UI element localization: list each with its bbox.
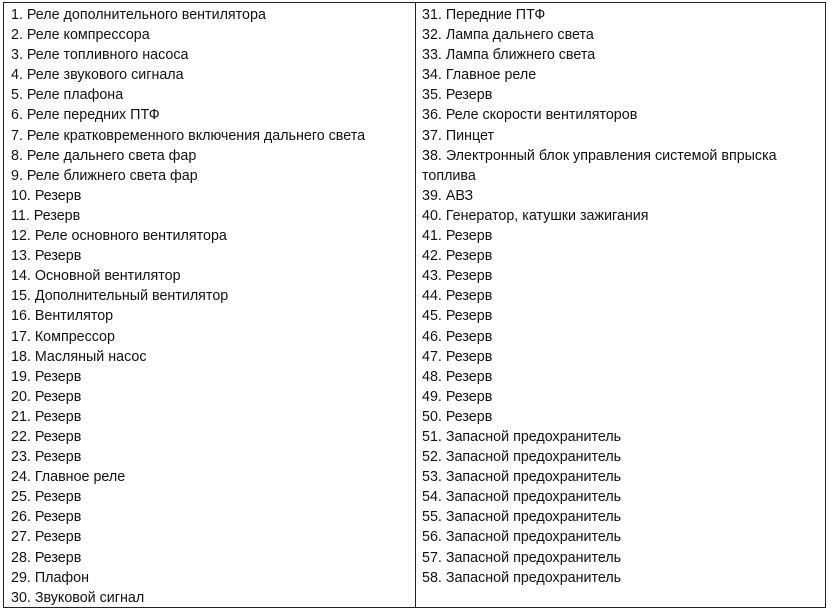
table-row: 31. Передние ПТФ <box>422 7 546 23</box>
table-row: 43. Резерв <box>422 268 493 285</box>
table-row: 52. Запасной предохранитель <box>422 449 622 466</box>
table-row: 44. Резерв <box>422 288 493 305</box>
table-row: 29. Плафон <box>11 569 90 586</box>
table-row: 9. Реле ближнего света фар <box>11 167 198 184</box>
table-row: 49. Резерв <box>422 388 493 405</box>
table-row: 4. Реле звукового сигнала <box>11 67 184 84</box>
table-row: 57. Запасной предохранитель <box>422 549 622 566</box>
table-row: 33. Лампа ближнего света <box>422 47 596 64</box>
table-row: 46. Резерв <box>422 328 493 345</box>
table-row: 30. Звуковой сигнал <box>11 589 145 606</box>
table-row: 1. Реле дополнительного вентилятора <box>11 7 266 23</box>
table-row: 58. Запасной предохранитель <box>422 569 622 586</box>
fuse-relay-legend-table <box>3 2 826 608</box>
table-row: 40. Генератор, катушки зажигания <box>422 207 649 224</box>
table-row: 51. Запасной предохранитель <box>422 428 622 445</box>
table-row: 13. Резерв <box>11 248 82 265</box>
table-row: 27. Резерв <box>11 529 82 546</box>
table-row: 48. Резерв <box>422 368 493 385</box>
table-row: 15. Дополнительный вентилятор <box>11 288 229 305</box>
table-row: 22. Резерв <box>11 428 82 445</box>
table-row: 12. Реле основного вентилятора <box>11 228 227 245</box>
table-row: 24. Главное реле <box>11 469 126 486</box>
table-row: 26. Резерв <box>11 509 82 526</box>
table-row: 54. Запасной предохранитель <box>422 489 622 506</box>
table-row: 36. Реле скорости вентиляторов <box>422 107 638 124</box>
table-row: 11. Резерв <box>11 207 81 224</box>
table-row: 6. Реле передних ПТФ <box>11 107 160 124</box>
table-row: 42. Резерв <box>422 248 493 265</box>
table-row: 5. Реле плафона <box>11 87 124 104</box>
table-row: 25. Резерв <box>11 489 82 506</box>
table-row: 3. Реле топливного насоса <box>11 47 189 64</box>
table-row: 16. Вентилятор <box>11 308 114 325</box>
table-row: 28. Резерв <box>11 549 82 566</box>
table-row: 2. Реле компрессора <box>11 27 150 44</box>
table-row: 35. Резерв <box>422 87 493 104</box>
table-row: 8. Реле дальнего света фар <box>11 147 197 164</box>
table-row: 10. Резерв <box>11 187 82 204</box>
right-column <box>416 3 825 607</box>
table-row: 56. Запасной предохранитель <box>422 529 622 546</box>
table-row: 37. Пинцет <box>422 127 495 144</box>
left-column <box>4 3 416 607</box>
table-row: 38. Электронный блок управления системой впрыска <box>422 147 777 164</box>
table-row: 34. Главное реле <box>422 67 537 84</box>
table-row: 39. АВЗ <box>422 187 474 204</box>
table-row: топлива <box>422 167 476 184</box>
table-row: 41. Резерв <box>422 228 493 245</box>
table-row: 14. Основной вентилятор <box>11 268 181 285</box>
table-row: 18. Масляный насос <box>11 348 147 365</box>
table-row: 50. Резерв <box>422 408 493 425</box>
table-row: 45. Резерв <box>422 308 493 325</box>
table-row: 47. Резерв <box>422 348 493 365</box>
table-row: 20. Резерв <box>11 388 82 405</box>
table-row: 17. Компрессор <box>11 328 115 345</box>
table-row: 19. Резерв <box>11 368 82 385</box>
table-row: 7. Реле кратковременного включения дальнего света <box>11 127 366 144</box>
table-row: 53. Запасной предохранитель <box>422 469 622 486</box>
table-row: 55. Запасной предохранитель <box>422 509 622 526</box>
table-row: 32. Лампа дальнего света <box>422 27 594 44</box>
table-row: 21. Резерв <box>11 408 82 425</box>
table-row: 23. Резерв <box>11 449 82 466</box>
